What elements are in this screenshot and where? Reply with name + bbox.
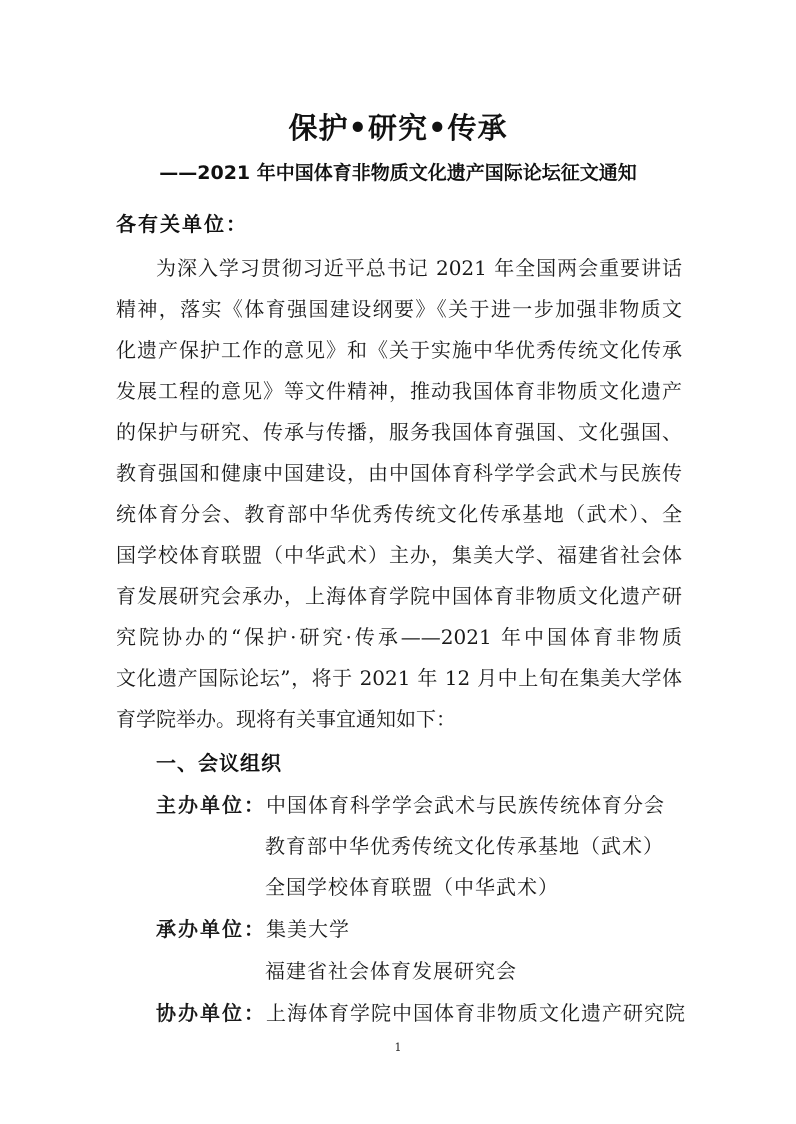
body-line: 统体育分会、教育部中华优秀传统文化传承基地（武术）、全 — [116, 502, 682, 526]
body-line: 育发展研究会承办，上海体育学院中国体育非物质文化遗产研 — [116, 584, 682, 608]
salutation: 各有关单位： — [116, 212, 248, 236]
body-line: 国学校体育联盟（中华武术）主办，集美大学、福建省社会体 — [116, 543, 682, 567]
host-units-label: 主办单位： — [156, 793, 266, 817]
body-line: 的保护与研究、传承与传播，服务我国体育强国、文化强国、 — [116, 420, 682, 444]
host-unit-1: 中国体育科学学会武术与民族传统体育分会 — [266, 793, 665, 817]
co-organizer-units-label: 协办单位： — [156, 1001, 266, 1025]
co-organizer-unit-1: 上海体育学院中国体育非物质文化遗产研究院 — [266, 1001, 686, 1025]
body-line: 化遗产保护工作的意见》和《关于实施中华优秀传统文化传承 — [116, 338, 682, 362]
body-line: 文化遗产国际论坛”，将于 2021 年 12 月中上旬在集美大学体 — [116, 666, 682, 690]
document-title: 保护•研究•传承 — [288, 111, 508, 145]
section-heading-meeting-organization: 一、会议组织 — [156, 751, 282, 775]
organizer-unit-2: 福建省社会体育发展研究会 — [265, 959, 517, 983]
host-unit-2: 教育部中华优秀传统文化传承基地（武术） — [265, 834, 664, 858]
page-number: 1 — [394, 1041, 402, 1054]
document-subtitle: ——2021 年中国体育非物质文化遗产国际论坛征文通知 — [159, 162, 637, 184]
body-line: 发展工程的意见》等文件精神，推动我国体育非物质文化遗产 — [116, 379, 682, 403]
host-unit-3: 全国学校体育联盟（中华武术） — [265, 875, 559, 899]
host-units-row — [156, 785, 665, 826]
body-line: 教育强国和健康中国建设，由中国体育科学学会武术与民族传 — [116, 461, 682, 485]
body-line: 精神，落实《体育强国建设纲要》《关于进一步加强非物质文 — [116, 297, 682, 321]
body-line: 究院协办的“保护·研究·传承——2021 年中国体育非物质 — [116, 625, 682, 649]
co-organizer-units-row — [156, 993, 686, 1034]
body-paragraph — [116, 248, 682, 740]
body-line: 育学院举办。现将有关事宜通知如下： — [116, 707, 456, 731]
organizer-unit-1: 集美大学 — [266, 917, 350, 941]
organizer-units-label: 承办单位： — [156, 917, 266, 941]
organizer-units-row — [156, 909, 350, 950]
body-line: 为深入学习贯彻习近平总书记 2021 年全国两会重要讲话 — [156, 256, 682, 280]
